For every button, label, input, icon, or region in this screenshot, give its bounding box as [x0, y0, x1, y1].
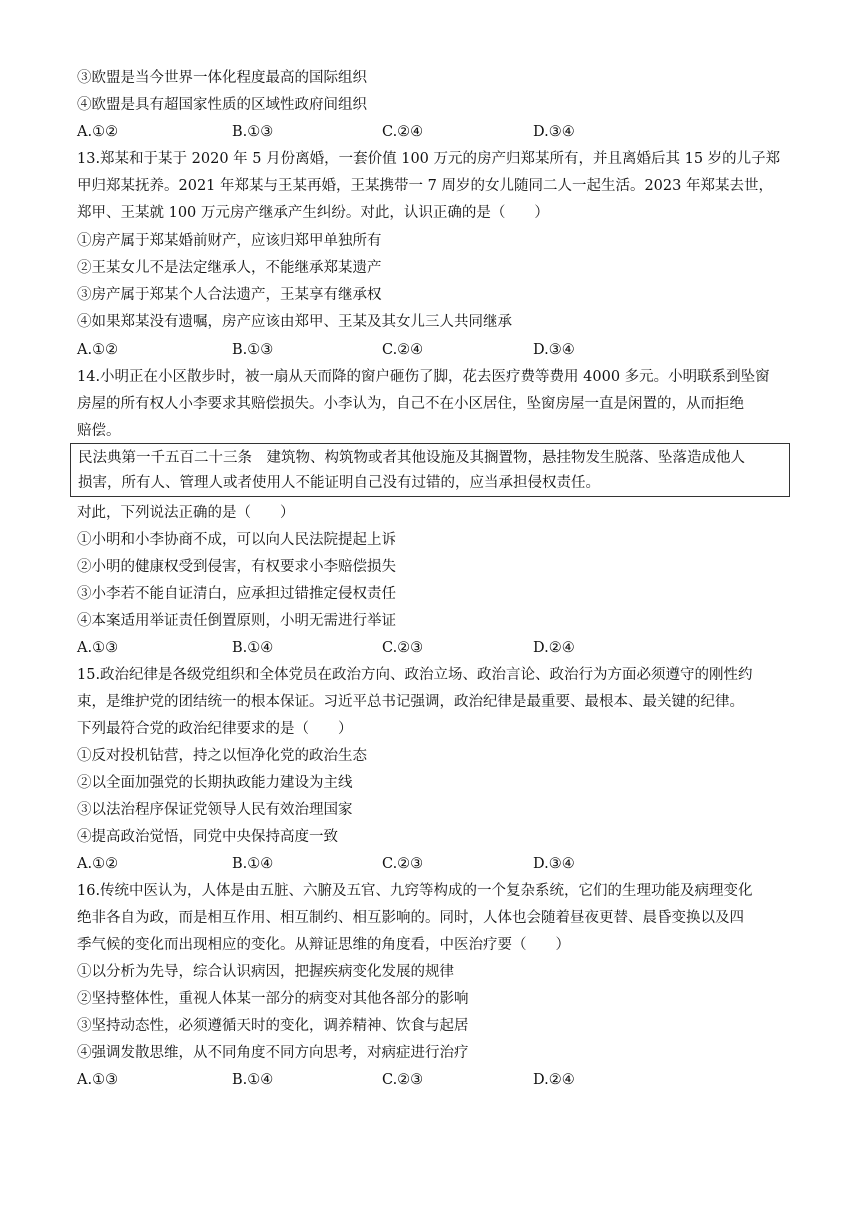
q13-item-2: ②王某女儿不是法定继承人，不能继承郑某遗产: [77, 260, 382, 276]
q14-item-3: ③小李若不能自证清白，应承担过错推定侵权责任: [77, 586, 396, 602]
q16-item-1: ①以分析为先导，综合认识病因，把握疾病变化发展的规律: [77, 964, 454, 980]
q13-option-a: A.①②: [77, 342, 119, 358]
q12-options: [77, 122, 777, 142]
q12-option-a: A.①②: [77, 124, 119, 140]
q14-stem-line-2: 房屋的所有权人小李要求其赔偿损失。小李认为，自己不在小区居住，坠窗房屋一直是闲置的，从而拒绝: [77, 396, 744, 412]
q12-item-3: ③欧盟是当今世界一体化程度最高的国际组织: [77, 70, 367, 86]
q16-option-a: A.①③: [77, 1072, 119, 1088]
q15-item-1: ①反对投机钻营，持之以恒净化党的政治生态: [77, 748, 367, 764]
q15-options: [77, 854, 777, 874]
q16-stem-line-2: 绝非各自为政，而是相互作用、相互制约、相互影响的。同时，人体也会随着昼夜更替、晨昏变换以及四: [77, 910, 744, 926]
q13-option-b: B.①③: [232, 342, 274, 358]
q14-item-4: ④本案适用举证责任倒置原则，小明无需进行举证: [77, 613, 396, 629]
q14-item-2: ②小明的健康权受到侵害，有权要求小李赔偿损失: [77, 559, 396, 575]
q12-option-b: B.①③: [232, 124, 274, 140]
q15-option-b: B.①④: [232, 856, 274, 872]
q14-stem-line-3: 赔偿。: [77, 423, 121, 439]
q15-option-c: C.②③: [382, 856, 424, 872]
q16-item-4: ④强调发散思维，从不同角度不同方向思考，对病症进行治疗: [77, 1045, 469, 1061]
q16-stem-line-3: 季气候的变化而出现相应的变化。从辩证思维的角度看，中医治疗要（ ）: [77, 937, 570, 953]
civil-code-quote-box: [70, 443, 790, 497]
q14-option-a: A.①③: [77, 640, 119, 656]
q14-question: 对此，下列说法正确的是（ ）: [77, 505, 295, 521]
q12-option-d: D.③④: [533, 124, 575, 140]
q16-option-c: C.②③: [382, 1072, 424, 1088]
q16-option-b: B.①④: [232, 1072, 274, 1088]
q13-stem-line-3: 郑甲、王某就 100 万元房产继承产生纠纷。对此，认识正确的是（ ）: [77, 205, 549, 221]
q14-option-c: C.②③: [382, 640, 424, 656]
q15-option-d: D.③④: [533, 856, 575, 872]
q13-options: [77, 340, 777, 360]
q13-item-4: ④如果郑某没有遗嘱，房产应该由郑甲、王某及其女儿三人共同继承: [77, 314, 512, 330]
q13-stem-line-2: 甲归郑某抚养。2021 年郑某与王某再婚，王某携带一 7 周岁的女儿随同二人一起生活。2023 年郑某去世，: [77, 178, 773, 194]
q15-item-2: ②以全面加强党的长期执政能力建设为主线: [77, 775, 353, 791]
q13-item-3: ③房产属于郑某个人合法遗产，王某享有继承权: [77, 287, 382, 303]
q16-option-d: D.②④: [533, 1072, 575, 1088]
q16-item-3: ③坚持动态性，必须遵循天时的变化，调养精神、饮食与起居: [77, 1018, 469, 1034]
quote-line-1: 民法典第一千五百二十三条 建筑物、构筑物或者其他设施及其搁置物，悬挂物发生脱落、坠落造成他人: [78, 450, 745, 466]
q14-option-d: D.②④: [533, 640, 575, 656]
q13-item-1: ①房产属于郑某婚前财产，应该归郑甲单独所有: [77, 233, 382, 249]
q14-option-b: B.①④: [232, 640, 274, 656]
q15-stem-line-2: 束，是维护党的团结统一的根本保证。习近平总书记强调，政治纪律是最重要、最根本、最关键的纪律。: [77, 694, 744, 710]
q15-stem-line-3: 下列最符合党的政治纪律要求的是（ ）: [77, 721, 353, 737]
q15-option-a: A.①②: [77, 856, 119, 872]
q14-item-1: ①小明和小李协商不成，可以向人民法院提起上诉: [77, 532, 396, 548]
q12-option-c: C.②④: [382, 124, 424, 140]
q15-stem-line-1: 15.政治纪律是各级党组织和全体党员在政治方向、政治立场、政治言论、政治行为方面必须遵守的刚性约: [77, 667, 753, 683]
q12-item-4: ④欧盟是具有超国家性质的区域性政府间组织: [77, 97, 367, 113]
q14-options: [77, 638, 777, 658]
q14-stem-line-1: 14.小明正在小区散步时，被一扇从天而降的窗户砸伤了脚，花去医疗费等费用 4000 多元。小明联系到坠窗: [77, 369, 770, 385]
q16-stem-line-1: 16.传统中医认为，人体是由五脏、六腑及五官、九窍等构成的一个复杂系统，它们的生理功能及病理变化: [77, 883, 753, 899]
q16-item-2: ②坚持整体性，重视人体某一部分的病变对其他各部分的影响: [77, 991, 469, 1007]
quote-line-2: 损害，所有人、管理人或者使用人不能证明自己没有过错的，应当承担侵权责任。: [78, 475, 600, 491]
q13-stem-line-1: 13.郑某和于某于 2020 年 5 月份离婚，一套价值 100 万元的房产归郑某所有，并且离婚后其 15 岁的儿子郑: [77, 151, 781, 167]
q16-options: [77, 1070, 777, 1090]
q13-option-d: D.③④: [533, 342, 575, 358]
q13-option-c: C.②④: [382, 342, 424, 358]
q15-item-4: ④提高政治觉悟，同党中央保持高度一致: [77, 829, 338, 845]
q15-item-3: ③以法治程序保证党领导人民有效治理国家: [77, 802, 353, 818]
